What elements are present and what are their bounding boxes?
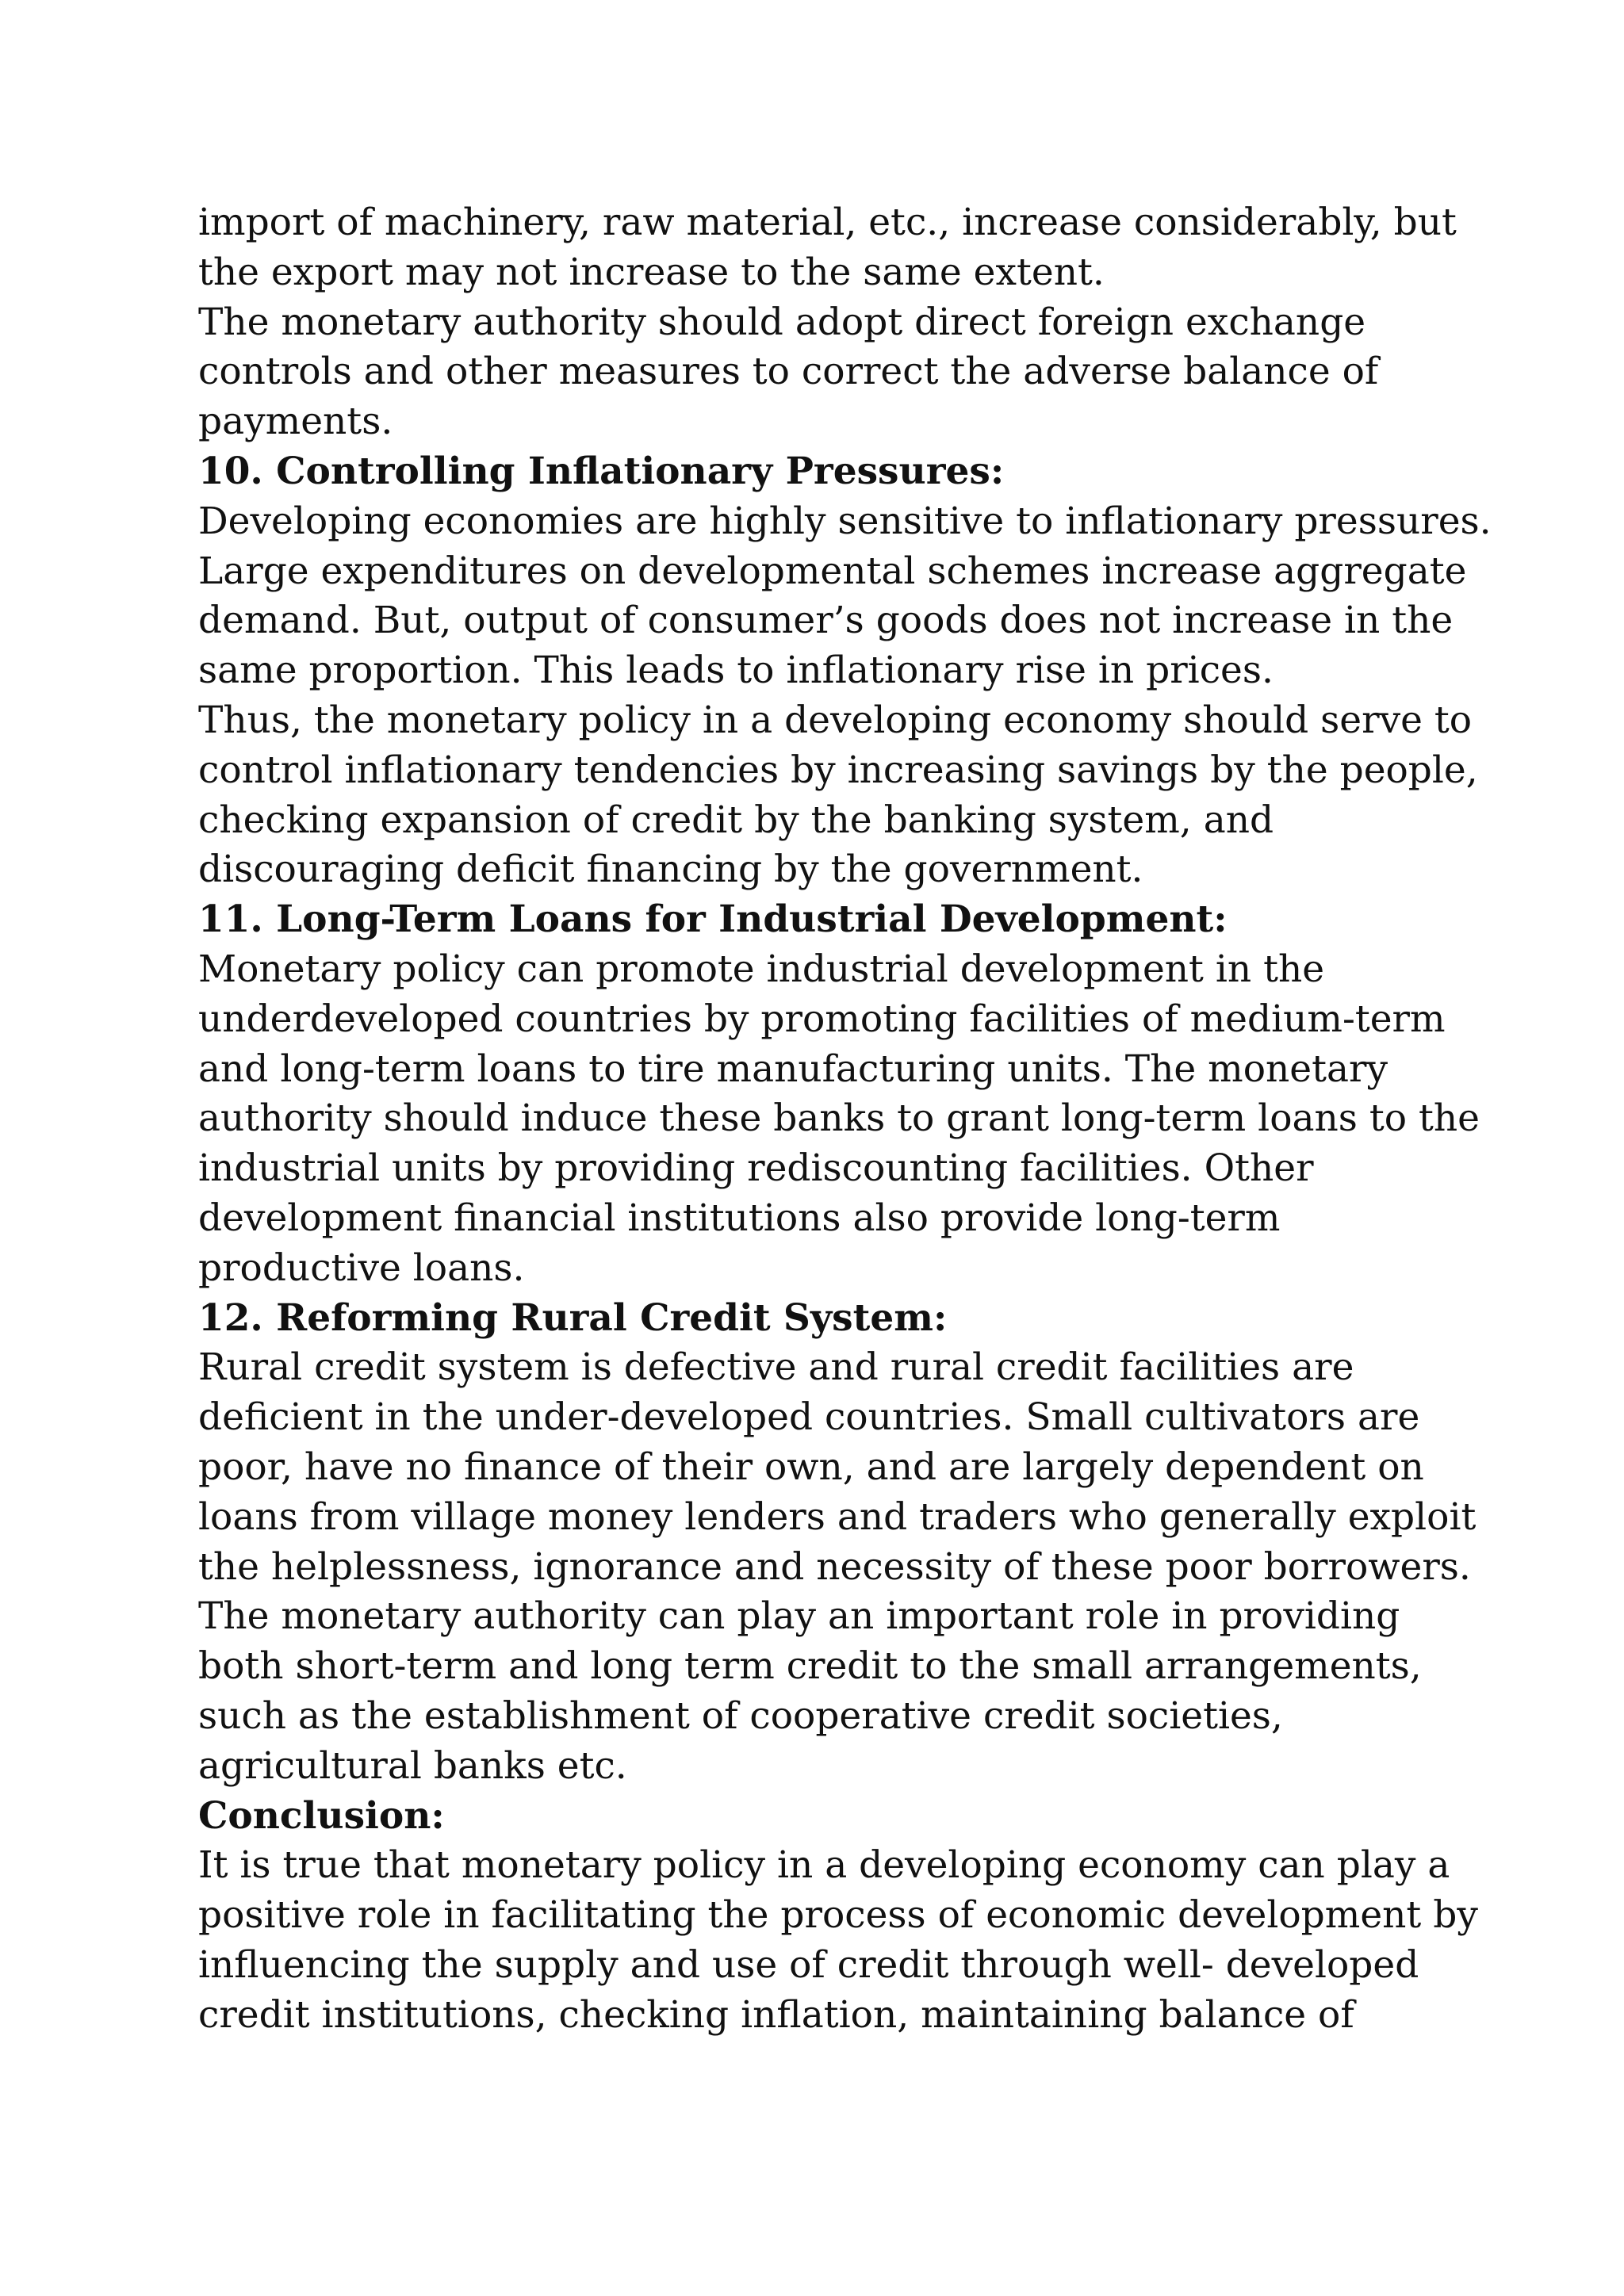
text-line: the export may not increase to the same extent. [198,250,1105,294]
text-line: payments. [198,400,393,444]
body-paragraph [198,1841,1483,2040]
text-line: The monetary authority can play an important role in providing [198,1594,1400,1639]
document-page [198,198,1492,2040]
text-line: poor, have no finance of their own, and are largely dependent on [198,1445,1424,1489]
text-line: the helplessness, ignorance and necessity of these poor borrowers. [198,1544,1471,1589]
text-line: checking expansion of credit by the banking system, and [198,798,1274,842]
body-paragraph [198,1343,1483,1592]
heading-text: 11. Long-Term Loans for Industrial Development: [198,897,1228,942]
body-paragraph [198,945,1483,1294]
text-line: import of machinery, raw material, etc., increase considerably, but [198,201,1457,244]
text-line: authority should induce these banks to grant long-term loans to the [198,1096,1480,1141]
text-line: and long-term loans to tire manufacturing units. The monetary [198,1047,1388,1091]
text-line: Developing economies are highly sensitive to inflationary pressures. [198,499,1492,543]
text-line: such as the establishment of cooperative credit societies, [198,1693,1283,1738]
section-heading [198,1792,1483,1842]
text-line: underdeveloped countries by promoting facilities of medium-term [198,997,1446,1041]
section-heading [198,895,1483,945]
text-line: The monetary authority should adopt direct foreign exchange [198,300,1366,344]
text-line: It is true that monetary policy in a developing economy can play a [198,1843,1450,1888]
text-line: Large expenditures on developmental schemes increase aggregate [198,549,1467,593]
text-line: agricultural banks etc. [198,1743,627,1788]
text-line: Rural credit system is defective and rural credit facilities are [198,1345,1354,1390]
heading-text: Conclusion: [198,1793,445,1838]
text-line: industrial units by providing rediscounting facilities. Other [198,1146,1314,1191]
text-line: development financial institutions also provide long-term [198,1196,1281,1240]
text-line: credit institutions, checking inflation, maintaining balance of [198,1992,1354,2037]
body-paragraph [198,696,1483,895]
text-line: influencing the supply and use of credit through well- developed [198,1942,1419,1987]
text-line: loans from village money lenders and traders who generally exploit [198,1494,1477,1539]
body-paragraph [198,497,1492,696]
text-line: deficient in the under-developed countries. Small cultivators are [198,1395,1420,1440]
text-line: discouraging deficit financing by the government. [198,848,1143,892]
body-paragraph [198,298,1483,447]
section-heading [198,447,1483,497]
text-line: positive role in facilitating the process of economic development by [198,1893,1478,1938]
text-line: Monetary policy can promote industrial development in the [198,947,1325,991]
heading-text: 12. Reforming Rural Credit System: [198,1295,948,1340]
text-line: both short-term and long term credit to the small arrangements, [198,1644,1422,1689]
body-paragraph [198,198,1483,298]
text-line: control inflationary tendencies by increasing savings by the people, [198,748,1478,792]
body-paragraph [198,1592,1483,1791]
text-line: same proportion. This leads to inflationary rise in prices. [198,649,1274,693]
text-line: controls and other measures to correct the adverse balance of [198,350,1379,394]
heading-text: 10. Controlling Inflationary Pressures: [198,449,1005,493]
section-heading [198,1294,1483,1344]
text-line: Thus, the monetary policy in a developing economy should serve to [198,698,1473,742]
text-line: demand. But, output of consumer’s goods does not increase in the [198,599,1454,643]
text-line: productive loans. [198,1246,525,1290]
